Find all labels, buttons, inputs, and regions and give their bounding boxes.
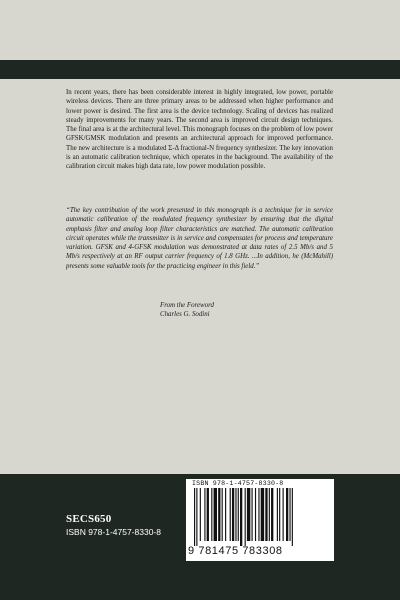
barcode-bar xyxy=(214,488,217,541)
barcode-bar xyxy=(286,488,288,541)
barcode-bar xyxy=(265,488,267,541)
barcode-bar xyxy=(222,488,223,541)
attribution-author: Charles G. Sodini xyxy=(160,311,210,319)
barcode-bar xyxy=(277,488,278,541)
barcode-bar xyxy=(204,488,205,541)
barcode-graphic xyxy=(192,488,328,546)
isbn-label: ISBN 978-1-4757-8330-8 xyxy=(66,527,161,537)
quote-attribution xyxy=(160,301,320,319)
barcode-bar xyxy=(252,488,253,541)
barcode-bar xyxy=(238,488,239,541)
barcode-bar xyxy=(247,488,250,541)
barcode-bar xyxy=(207,488,209,541)
series-code: SECS650 xyxy=(66,513,112,525)
barcode-bar xyxy=(196,488,197,546)
barcode-isbn-header: ISBN 978-1-4757-8330-8 xyxy=(192,480,284,487)
barcode-bar xyxy=(218,488,220,541)
barcode-bar xyxy=(255,488,256,541)
barcode-bar xyxy=(232,488,234,541)
barcode-bar xyxy=(200,488,201,541)
barcode-bar xyxy=(258,488,259,541)
barcode-panel xyxy=(186,479,334,561)
barcode-digits: 9 781475 783308 xyxy=(188,545,283,557)
barcode-bar xyxy=(269,488,270,541)
attribution-source: From the Foreword xyxy=(160,302,214,309)
top-dark-band xyxy=(0,60,400,79)
barcode-bar xyxy=(240,488,242,546)
barcode-bar xyxy=(235,488,236,541)
foreword-quote: “The key contribution of the work presented in this monograph is a technique for in service automatic calibration of the modulated frequency synthesizer by ensuring that the digital emphasis filter and analog loop filter characteristics are matched. The automatic calibration circuit operates while the transmitter is in service and compensates for process and temperature variation. GFSK and 4-GFSK modulation was demonstrated at data rates of 2.5 Mb/s and 5 Mb/s respectively at an RF output carrier frequency of 1.8 GHz. ...In addition, he (McMahill) presents some valuable tools for the practicing engineer in this field.” xyxy=(66,207,333,270)
barcode-bar xyxy=(245,488,246,546)
barcode-bar xyxy=(289,488,290,541)
barcode-bar xyxy=(271,488,273,541)
barcode-bar xyxy=(230,488,231,541)
barcode-bar xyxy=(225,488,226,541)
barcode-bar xyxy=(194,488,195,546)
back-cover-description: In recent years, there has been considerable interest in highly integrated, low power, portable wireless devices. There are three primary areas to be addressed when higher performance and lower power is desired. The first area is the device technology. Scaling of devices has realized steady improvements for many years. The second area is improved circuit design techniques. The final area is at the architectural level. This monograph focuses on the problem of low power GFSK/GMSK modulation and presents an architectural approach for improved performance. The new architecture is a modulated Σ-Δ fractional-N frequency synthesizer. The key innovation is an automatic calibration technique, which operates in the background. The availability of the calibration circuit makes high data rate, low power modulation possible. xyxy=(66,89,333,171)
barcode-bar xyxy=(283,488,284,541)
barcode-bar xyxy=(292,488,293,546)
barcode-bar xyxy=(279,488,280,541)
barcode-bar xyxy=(211,488,212,541)
barcode-bar xyxy=(261,488,264,541)
